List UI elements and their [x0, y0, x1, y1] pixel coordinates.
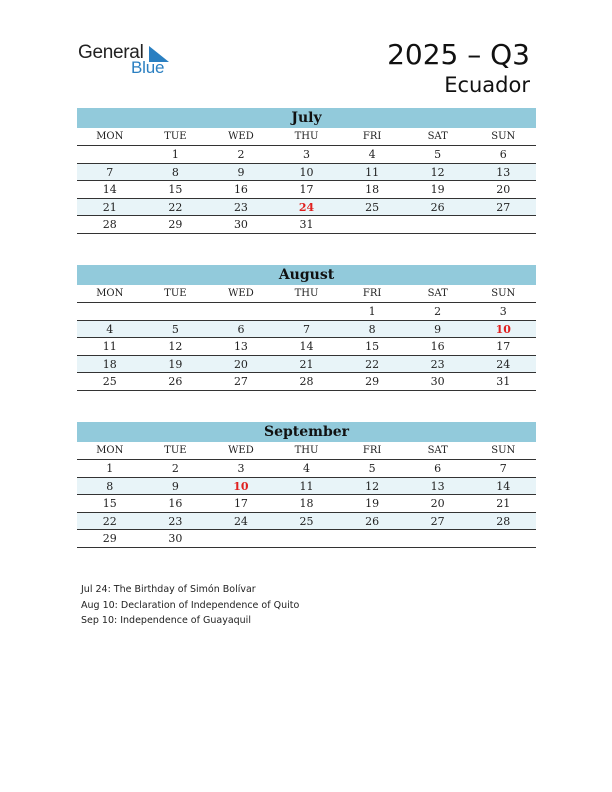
weekday-label: THU	[294, 445, 319, 456]
weekday-label: TUE	[164, 445, 187, 456]
day-cell: 18	[102, 357, 117, 371]
day-cell: 10	[495, 322, 511, 336]
month-september	[77, 422, 536, 548]
day-cell: 6	[434, 462, 442, 475]
day-cell: 18	[365, 183, 380, 196]
day-cell: 22	[365, 357, 380, 371]
month-title: September	[77, 422, 536, 442]
weekday-label: THU	[294, 131, 319, 142]
day-cell: 1	[368, 305, 376, 318]
weekday-label: FRI	[362, 288, 382, 299]
day-cell: 23	[168, 514, 183, 528]
week-row	[77, 530, 536, 548]
day-cell: 14	[102, 183, 117, 196]
month-august	[77, 265, 536, 391]
day-cell: 31	[496, 375, 511, 388]
weekday-label: MON	[96, 445, 124, 456]
day-cell: 28	[299, 375, 314, 388]
day-cell: 1	[106, 462, 114, 475]
day-cell: 27	[496, 200, 511, 214]
day-cell: 8	[368, 322, 376, 336]
day-cell: 30	[233, 218, 248, 231]
week-row	[77, 146, 536, 164]
day-cell: 6	[237, 322, 245, 336]
month-july	[77, 108, 536, 234]
day-cell	[143, 303, 209, 320]
day-cell: 27	[233, 375, 248, 388]
week-row	[77, 303, 536, 321]
week-row	[77, 181, 536, 199]
day-cell: 22	[168, 200, 183, 214]
weekday-label: FRI	[362, 131, 382, 142]
day-cell: 16	[168, 497, 183, 510]
day-cell: 7	[303, 322, 311, 336]
day-cell: 9	[237, 165, 245, 179]
day-cell: 5	[368, 462, 376, 475]
day-cell: 2	[237, 148, 245, 161]
day-cell: 25	[365, 200, 380, 214]
month-title: August	[77, 265, 536, 285]
day-cell: 28	[102, 218, 117, 231]
day-cell: 7	[106, 165, 114, 179]
day-cell: 10	[299, 165, 314, 179]
day-cell: 19	[168, 357, 183, 371]
day-cell: 25	[299, 514, 314, 528]
day-cell: 19	[365, 497, 380, 510]
weekday-label: THU	[294, 288, 319, 299]
week-row	[77, 478, 536, 496]
day-cell	[405, 216, 471, 233]
day-cell: 12	[430, 165, 445, 179]
weekday-label: MON	[96, 131, 124, 142]
weekday-label: TUE	[164, 131, 187, 142]
day-cell: 3	[303, 148, 311, 161]
weekday-label: SAT	[427, 131, 448, 142]
day-cell: 26	[365, 514, 380, 528]
day-cell: 10	[233, 479, 249, 493]
day-cell	[339, 216, 405, 233]
day-cell: 5	[434, 148, 442, 161]
day-cell: 13	[430, 479, 445, 493]
day-cell: 21	[299, 357, 314, 371]
day-cell: 21	[496, 497, 511, 510]
day-cell: 23	[430, 357, 445, 371]
day-cell: 23	[233, 200, 248, 214]
day-cell: 8	[171, 165, 179, 179]
weekday-label: WED	[228, 131, 254, 142]
day-cell: 12	[168, 340, 183, 353]
logo	[78, 42, 178, 82]
day-cell: 25	[102, 375, 117, 388]
country-name: Ecuador	[444, 73, 530, 97]
page-title: 2025 – Q3	[387, 38, 530, 71]
day-cell: 6	[499, 148, 507, 161]
weekday-label: FRI	[362, 445, 382, 456]
holiday-item: Aug 10: Declaration of Independence of Quito	[81, 599, 300, 611]
weekday-label: SAT	[427, 288, 448, 299]
day-cell: 13	[233, 340, 248, 353]
day-cell: 20	[496, 183, 511, 196]
day-cell: 13	[496, 165, 511, 179]
day-cell: 11	[102, 340, 117, 353]
weekday-label: SUN	[491, 131, 516, 142]
day-cell	[208, 530, 274, 547]
weekday-label: TUE	[164, 288, 187, 299]
weekday-label: WED	[228, 445, 254, 456]
day-cell: 14	[496, 479, 511, 493]
day-cell	[274, 303, 340, 320]
day-cell: 29	[168, 218, 183, 231]
day-cell: 26	[168, 375, 183, 388]
day-cell: 17	[299, 183, 314, 196]
day-cell: 15	[102, 497, 117, 510]
day-cell: 17	[233, 497, 248, 510]
day-cell	[208, 303, 274, 320]
day-cell: 30	[168, 532, 183, 545]
day-cell: 31	[299, 218, 314, 231]
weekday-header	[77, 128, 536, 146]
day-cell: 19	[430, 183, 445, 196]
holiday-item: Jul 24: The Birthday of Simón Bolívar	[81, 584, 256, 595]
day-cell	[470, 216, 536, 233]
day-cell: 20	[430, 497, 445, 510]
logo-blue-text: Blue	[131, 58, 165, 77]
day-cell: 24	[298, 200, 315, 214]
holiday-list	[81, 582, 299, 629]
day-cell: 4	[368, 148, 376, 161]
logo-general-text: General	[78, 42, 144, 63]
week-row	[77, 373, 536, 391]
day-cell: 12	[365, 479, 380, 493]
week-row	[77, 356, 536, 374]
day-cell: 4	[106, 322, 114, 336]
day-cell: 3	[499, 305, 507, 318]
day-cell: 4	[303, 462, 311, 475]
week-row	[77, 338, 536, 356]
day-cell: 3	[237, 462, 245, 475]
week-row	[77, 513, 536, 531]
day-cell: 27	[430, 514, 445, 528]
month-title: July	[77, 108, 536, 128]
weekday-header	[77, 442, 536, 460]
day-cell	[77, 146, 143, 163]
day-cell: 2	[434, 305, 442, 318]
day-cell: 9	[171, 479, 179, 493]
day-cell: 29	[102, 532, 117, 545]
weekday-label: SAT	[427, 445, 448, 456]
day-cell: 11	[299, 479, 314, 493]
day-cell: 21	[102, 200, 117, 214]
day-cell: 5	[171, 322, 179, 336]
day-cell	[274, 530, 340, 547]
day-cell: 28	[496, 514, 511, 528]
week-row	[77, 321, 536, 339]
day-cell: 7	[499, 462, 507, 475]
day-cell: 18	[299, 497, 314, 510]
day-cell: 11	[365, 165, 380, 179]
weekday-label: MON	[96, 288, 124, 299]
weekday-label: SUN	[491, 445, 516, 456]
day-cell: 26	[430, 200, 445, 214]
day-cell: 1	[171, 148, 179, 161]
day-cell: 16	[430, 340, 445, 353]
day-cell	[77, 303, 143, 320]
day-cell: 29	[365, 375, 380, 388]
day-cell: 30	[430, 375, 445, 388]
week-row	[77, 495, 536, 513]
weekday-label: WED	[228, 288, 254, 299]
day-cell: 15	[365, 340, 380, 353]
day-cell: 24	[496, 357, 511, 371]
week-row	[77, 199, 536, 217]
weekday-label: SUN	[491, 288, 516, 299]
week-row	[77, 460, 536, 478]
day-cell: 2	[171, 462, 179, 475]
day-cell: 17	[496, 340, 511, 353]
day-cell: 8	[106, 479, 114, 493]
day-cell	[339, 530, 405, 547]
day-cell: 15	[168, 183, 183, 196]
holiday-item: Sep 10: Independence of Guayaquil	[81, 615, 251, 626]
day-cell: 22	[102, 514, 117, 528]
week-row	[77, 164, 536, 182]
day-cell: 9	[434, 322, 442, 336]
day-cell: 16	[233, 183, 248, 196]
day-cell: 14	[299, 340, 314, 353]
weekday-header	[77, 285, 536, 303]
day-cell	[470, 530, 536, 547]
week-row	[77, 216, 536, 234]
day-cell: 24	[233, 514, 248, 528]
day-cell	[405, 530, 471, 547]
day-cell: 20	[233, 357, 248, 371]
